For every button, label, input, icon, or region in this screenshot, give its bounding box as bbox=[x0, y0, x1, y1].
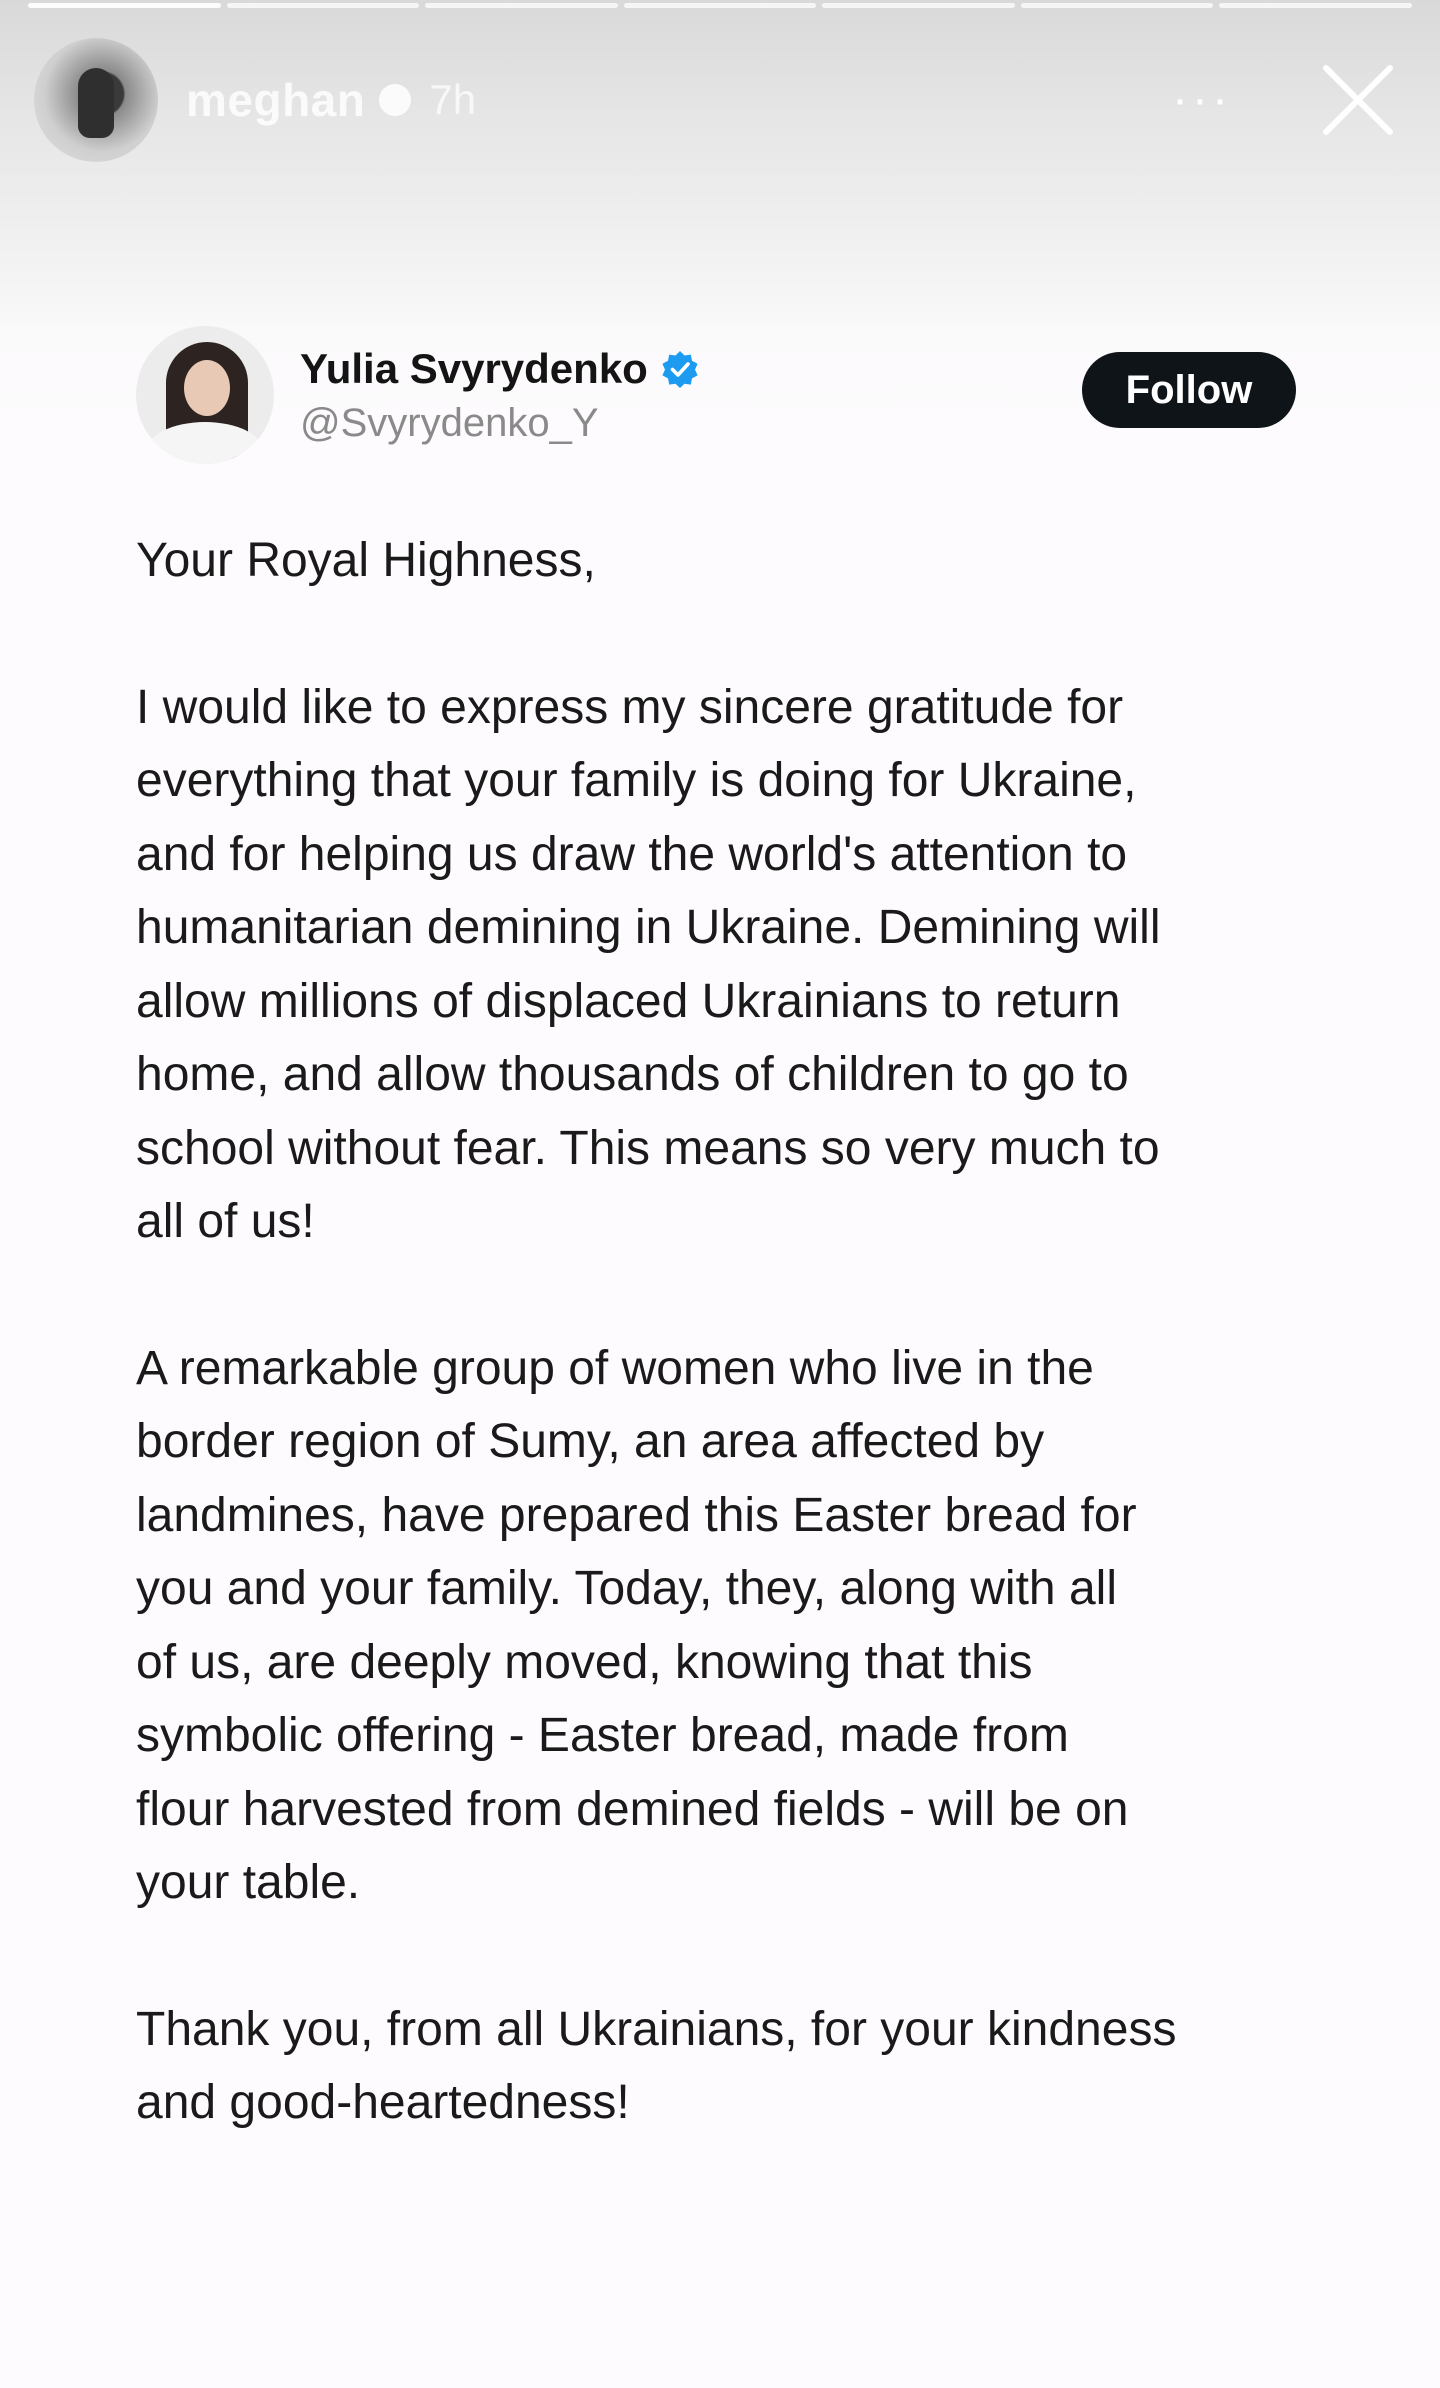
story-verified-icon bbox=[379, 84, 411, 116]
tweet-card bbox=[136, 320, 1296, 2213]
close-icon[interactable] bbox=[1316, 58, 1400, 142]
progress-segment bbox=[624, 3, 817, 8]
story-timestamp: 7h bbox=[429, 76, 477, 123]
author-handle[interactable]: @Svyrydenko_Y bbox=[300, 400, 599, 445]
progress-segment bbox=[227, 3, 420, 8]
progress-segment bbox=[425, 3, 618, 8]
tweet-paragraph: I would like to express my sincere gratitude for everything that your family is doing for Ukraine, and for helping us draw the world's attention to humanitarian demining in Ukraine. Demining will allow millions of displaced Ukrainians to return home, and allow thousands of children to go to school without fear. This means so very much to all of us! bbox=[136, 680, 1161, 1248]
verified-badge-icon bbox=[660, 349, 700, 389]
progress-segment bbox=[28, 3, 221, 8]
author-avatar[interactable] bbox=[136, 326, 274, 464]
more-icon[interactable]: ··· bbox=[1172, 73, 1232, 126]
tweet-paragraph: Thank you, from all Ukrainians, for your kindness and good-heartedness! bbox=[136, 2002, 1177, 2129]
progress-segment bbox=[1219, 3, 1412, 8]
tweet-text bbox=[136, 524, 1316, 2140]
author-info bbox=[300, 345, 700, 446]
story-avatar[interactable] bbox=[34, 38, 158, 162]
tweet-header bbox=[136, 320, 1296, 470]
progress-segment bbox=[1021, 3, 1214, 8]
tweet-paragraph: A remarkable group of women who live in the border region of Sumy, an area affected by landmines, have prepared this Easter bread for you and your family. Today, they, along with all of us, are deeply moved, knowing that this symbolic offering - Easter bread, made from flour harvested from demined fields - will be on your table. bbox=[136, 1341, 1137, 1909]
story-username[interactable]: meghan bbox=[186, 74, 366, 126]
story-progress-bar bbox=[28, 3, 1412, 8]
progress-segment bbox=[822, 3, 1015, 8]
follow-button[interactable]: Follow bbox=[1082, 352, 1296, 428]
tweet-paragraph: Your Royal Highness, bbox=[136, 534, 596, 587]
author-name[interactable]: Yulia Svyrydenko bbox=[300, 344, 648, 392]
story-header bbox=[34, 30, 1406, 170]
